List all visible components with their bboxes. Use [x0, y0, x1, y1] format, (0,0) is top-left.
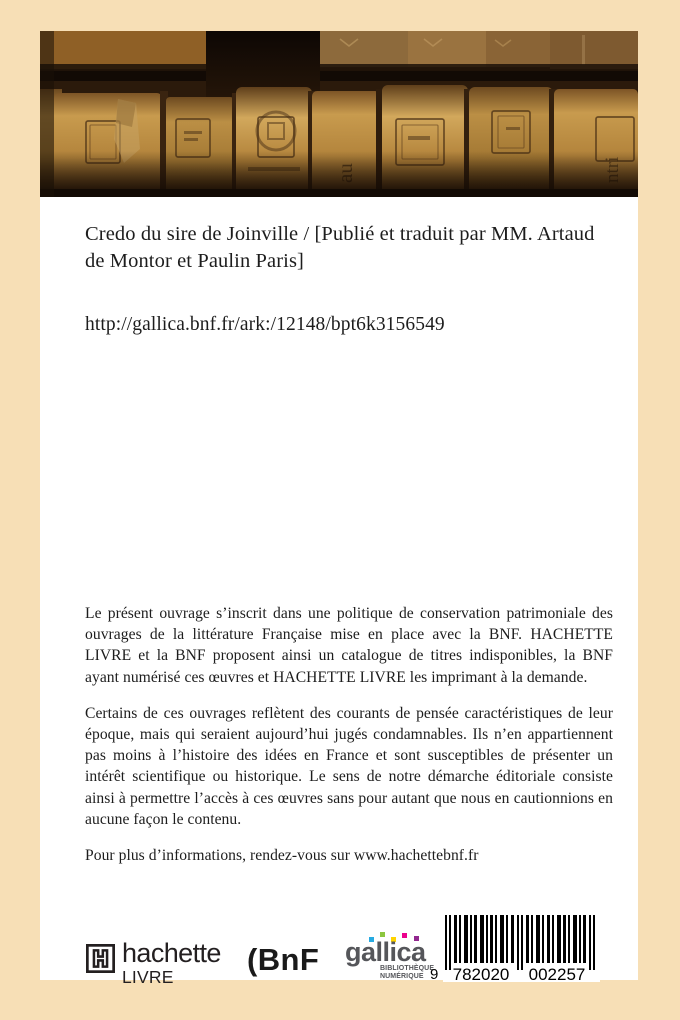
title-block — [85, 221, 595, 338]
cover-photo-book-spines — [40, 31, 638, 197]
bnf-logo: (BnF — [247, 942, 320, 977]
gallica-wordmark: gallica — [345, 937, 426, 967]
gallica-subtitle-line-2: NUMÉRIQUE — [380, 973, 424, 980]
hachette-wordmark — [122, 938, 221, 987]
notice-paragraph-2: Certains de ces ouvrages reflètent des courants de pensée caractéristiques de leur époque, mais qui seraient aujourd’hui jugés condamnables. Ils n’en appartiennent pas moins à l’histoire des idées en France et sont susceptibles de présenter un intérêt scientifique ou historique. Le sens de notre démarche éditoriale consiste ainsi à permettre l’accès à ces œuvres sans pour autant que nous en cautionnions en aucune façon le contenu. — [85, 704, 613, 828]
isbn-barcode — [430, 915, 600, 982]
gallica-logo — [345, 932, 441, 982]
book-spines-illustration — [40, 31, 638, 197]
barcode-group-right-text: 002257 — [528, 965, 586, 982]
gallica-subtitle — [380, 965, 434, 981]
book-title: Credo du sire de Joinville / [Publié et traduit par MM. Artaud de Montor et Paulin Paris] — [85, 223, 595, 272]
barcode-group-left-text: 782020 — [452, 965, 510, 982]
notice-paragraph-3: Pour plus d’informations, rendez-vous sur www.hachettebnf.fr — [85, 847, 479, 865]
hachette-name: hachette — [122, 938, 221, 968]
hachette-subtitle: LIVRE — [122, 967, 174, 987]
gallica-ark-url[interactable]: http://gallica.bnf.fr/ark:/12148/bpt6k3156549 — [85, 314, 445, 335]
cover-card — [40, 31, 638, 987]
logo-strip — [40, 876, 638, 987]
barcode-bars-area — [443, 915, 600, 982]
hachette-livre-logo — [86, 938, 221, 987]
barcode-bars-icon — [443, 915, 600, 982]
barcode-lead-digit: 9 — [430, 966, 439, 983]
publisher-notice — [85, 603, 613, 866]
gallica-subtitle-line-1: BIBLIOTHÈQUE — [380, 965, 435, 972]
hachette-h-square-icon — [86, 944, 115, 973]
notice-paragraph-1: Le présent ouvrage s’inscrit dans une politique de conservation patrimoniale des ouvrages de la littérature Française mise en place avec la BNF. HACHETTE LIVRE et la BNF proposent ainsi un catalogue de titres indisponibles, la BNF ayant numérisé ces œuvres et HACHETTE LIVRE les imprimant à la demande. — [85, 605, 613, 686]
